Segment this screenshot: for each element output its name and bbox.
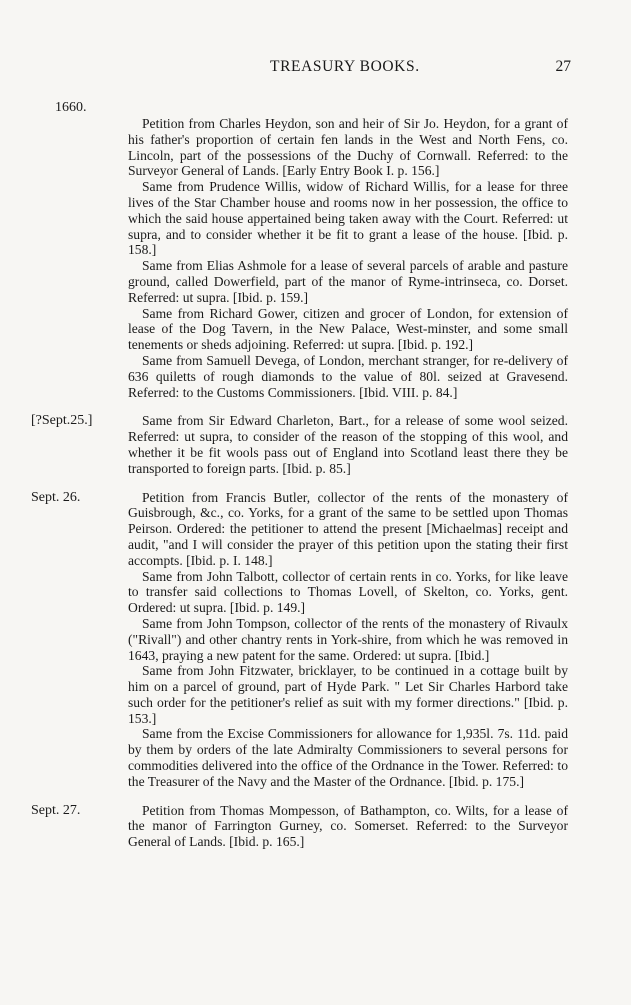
entry-paragraph: Petition from Charles Heydon, son and heir of Sir Jo. Heydon, for a grant of his father's proportion of certain fen lands in the West and North Fens, co. Lincoln, part of the possessions of the Duchy of Cornwall. Referred: to the Surveyor General of Lands. [Early Entry Book I. p. 156.] — [128, 116, 568, 179]
page-header — [120, 58, 571, 78]
entry-list — [128, 490, 568, 790]
entry-paragraph: Same from Prudence Willis, widow of Richard Willis, for a lease for three lives of the Star Chamber house and rooms now in her possession, the office to which the said house appertained being taken away with the Court. Referred: ut supra, and to consider whether it be fit to grant a lease of the house. [Ibid. p. 158.] — [128, 179, 568, 258]
entry-paragraph: Same from the Excise Commissioners for allowance for 1,935l. 7s. 11d. paid by them by orders of the late Admiralty Commissioners to several persons for commodities delivered into the office of the Ordnance in the Tower. Referred: to the Treasurer of the Navy and the Master of the Ordnance. [Ibid. p. 175.] — [128, 726, 568, 789]
entry-paragraph: Petition from Francis Butler, collector of the rents of the monastery of Guisbrough, &c., co. Yorks, for a grant of the same to be settled upon Thomas Peirson. Ordered: the petitioner to attend the present [Michaelmas] receipt and audit, "and I will consider the prayer of this petition upon the stating their first accompts. [Ibid. p. I. 148.] — [128, 489, 568, 568]
page-body — [0, 100, 631, 863]
entry-paragraph: Same from Sir Edward Charleton, Bart., for a release of some wool seized. Referred: ut supra, to consider of the reason of the stopping of this wool, and whether it be fit wools pass out of England into Scotland least there they be transported to foreign parts. [Ibid. p. 85.] — [128, 413, 568, 476]
page-number: 27 — [555, 58, 571, 75]
margin-date: 1660. — [55, 100, 87, 115]
entry-group-sept-27 — [0, 803, 631, 850]
entry-paragraph: Same from Elias Ashmole for a lease of several parcels of arable and pasture ground, called Dowerfield, part of the manor of Ryme-intrinseca, co. Dorset. Referred: ut supra. [Ibid. p. 159.] — [128, 258, 568, 305]
margin-date: Sept. 27. — [31, 802, 81, 818]
entry-group-sept-25 — [0, 413, 631, 476]
entry-list — [128, 116, 568, 400]
entry-paragraph: Petition from Thomas Mompesson, of Bathampton, co. Wilts, for a lease of the manor of Farrington Gurney, co. Somerset. Referred: to the Surveyor General of Lands. [Ibid. p. 165.] — [128, 802, 568, 850]
entry-paragraph: Same from John Fitzwater, bricklayer, to be continued in a cottage built by him on a parcel of ground, part of Hyde Park. " Let Sir Charles Harbord take such order for the petitioner's relief as suit with my former directions." [Ibid. p. 153.] — [128, 663, 568, 726]
entry-paragraph: Same from John Talbott, collector of certain rents in co. Yorks, for like leave to transfer said collections to Thomas Lovell, of Skelton, co. Yorks, gent. Ordered: ut supra. [Ibid. p. 149.] — [128, 568, 568, 616]
margin-date: Sept. 26. — [31, 489, 81, 505]
margin-date: [?Sept.25.] — [31, 413, 93, 429]
entry-paragraph: Same from John Tompson, collector of the rents of the monastery of Rivaulx ("Rivall") and other chantry rents in York-shire, from which he was removed in 1643, praying a new patent for the same. Ordered: ut supra. [Ibid.] — [128, 615, 568, 663]
entry-paragraph: Same from Richard Gower, citizen and grocer of London, for extension of lease of the Dog Tavern, in the New Palace, West-minster, and some small tenements or sheds adjoining. Referred: ut supra. [Ibid. p. 192.] — [128, 305, 568, 353]
entry-paragraph: Same from Samuell Devega, of London, merchant stranger, for re-delivery of 636 quiletts of rough diamonds to the value of 80l. seized at Gravesend. Referred: to the Customs Commissioners. [Ibid. VIII. p. 84.] — [128, 352, 568, 400]
running-title: TREASURY BOOKS. — [270, 58, 420, 75]
entry-group-sept-26 — [0, 490, 631, 790]
entry-list — [128, 803, 568, 850]
entry-list — [128, 413, 568, 476]
entry-group-1660 — [0, 100, 631, 400]
